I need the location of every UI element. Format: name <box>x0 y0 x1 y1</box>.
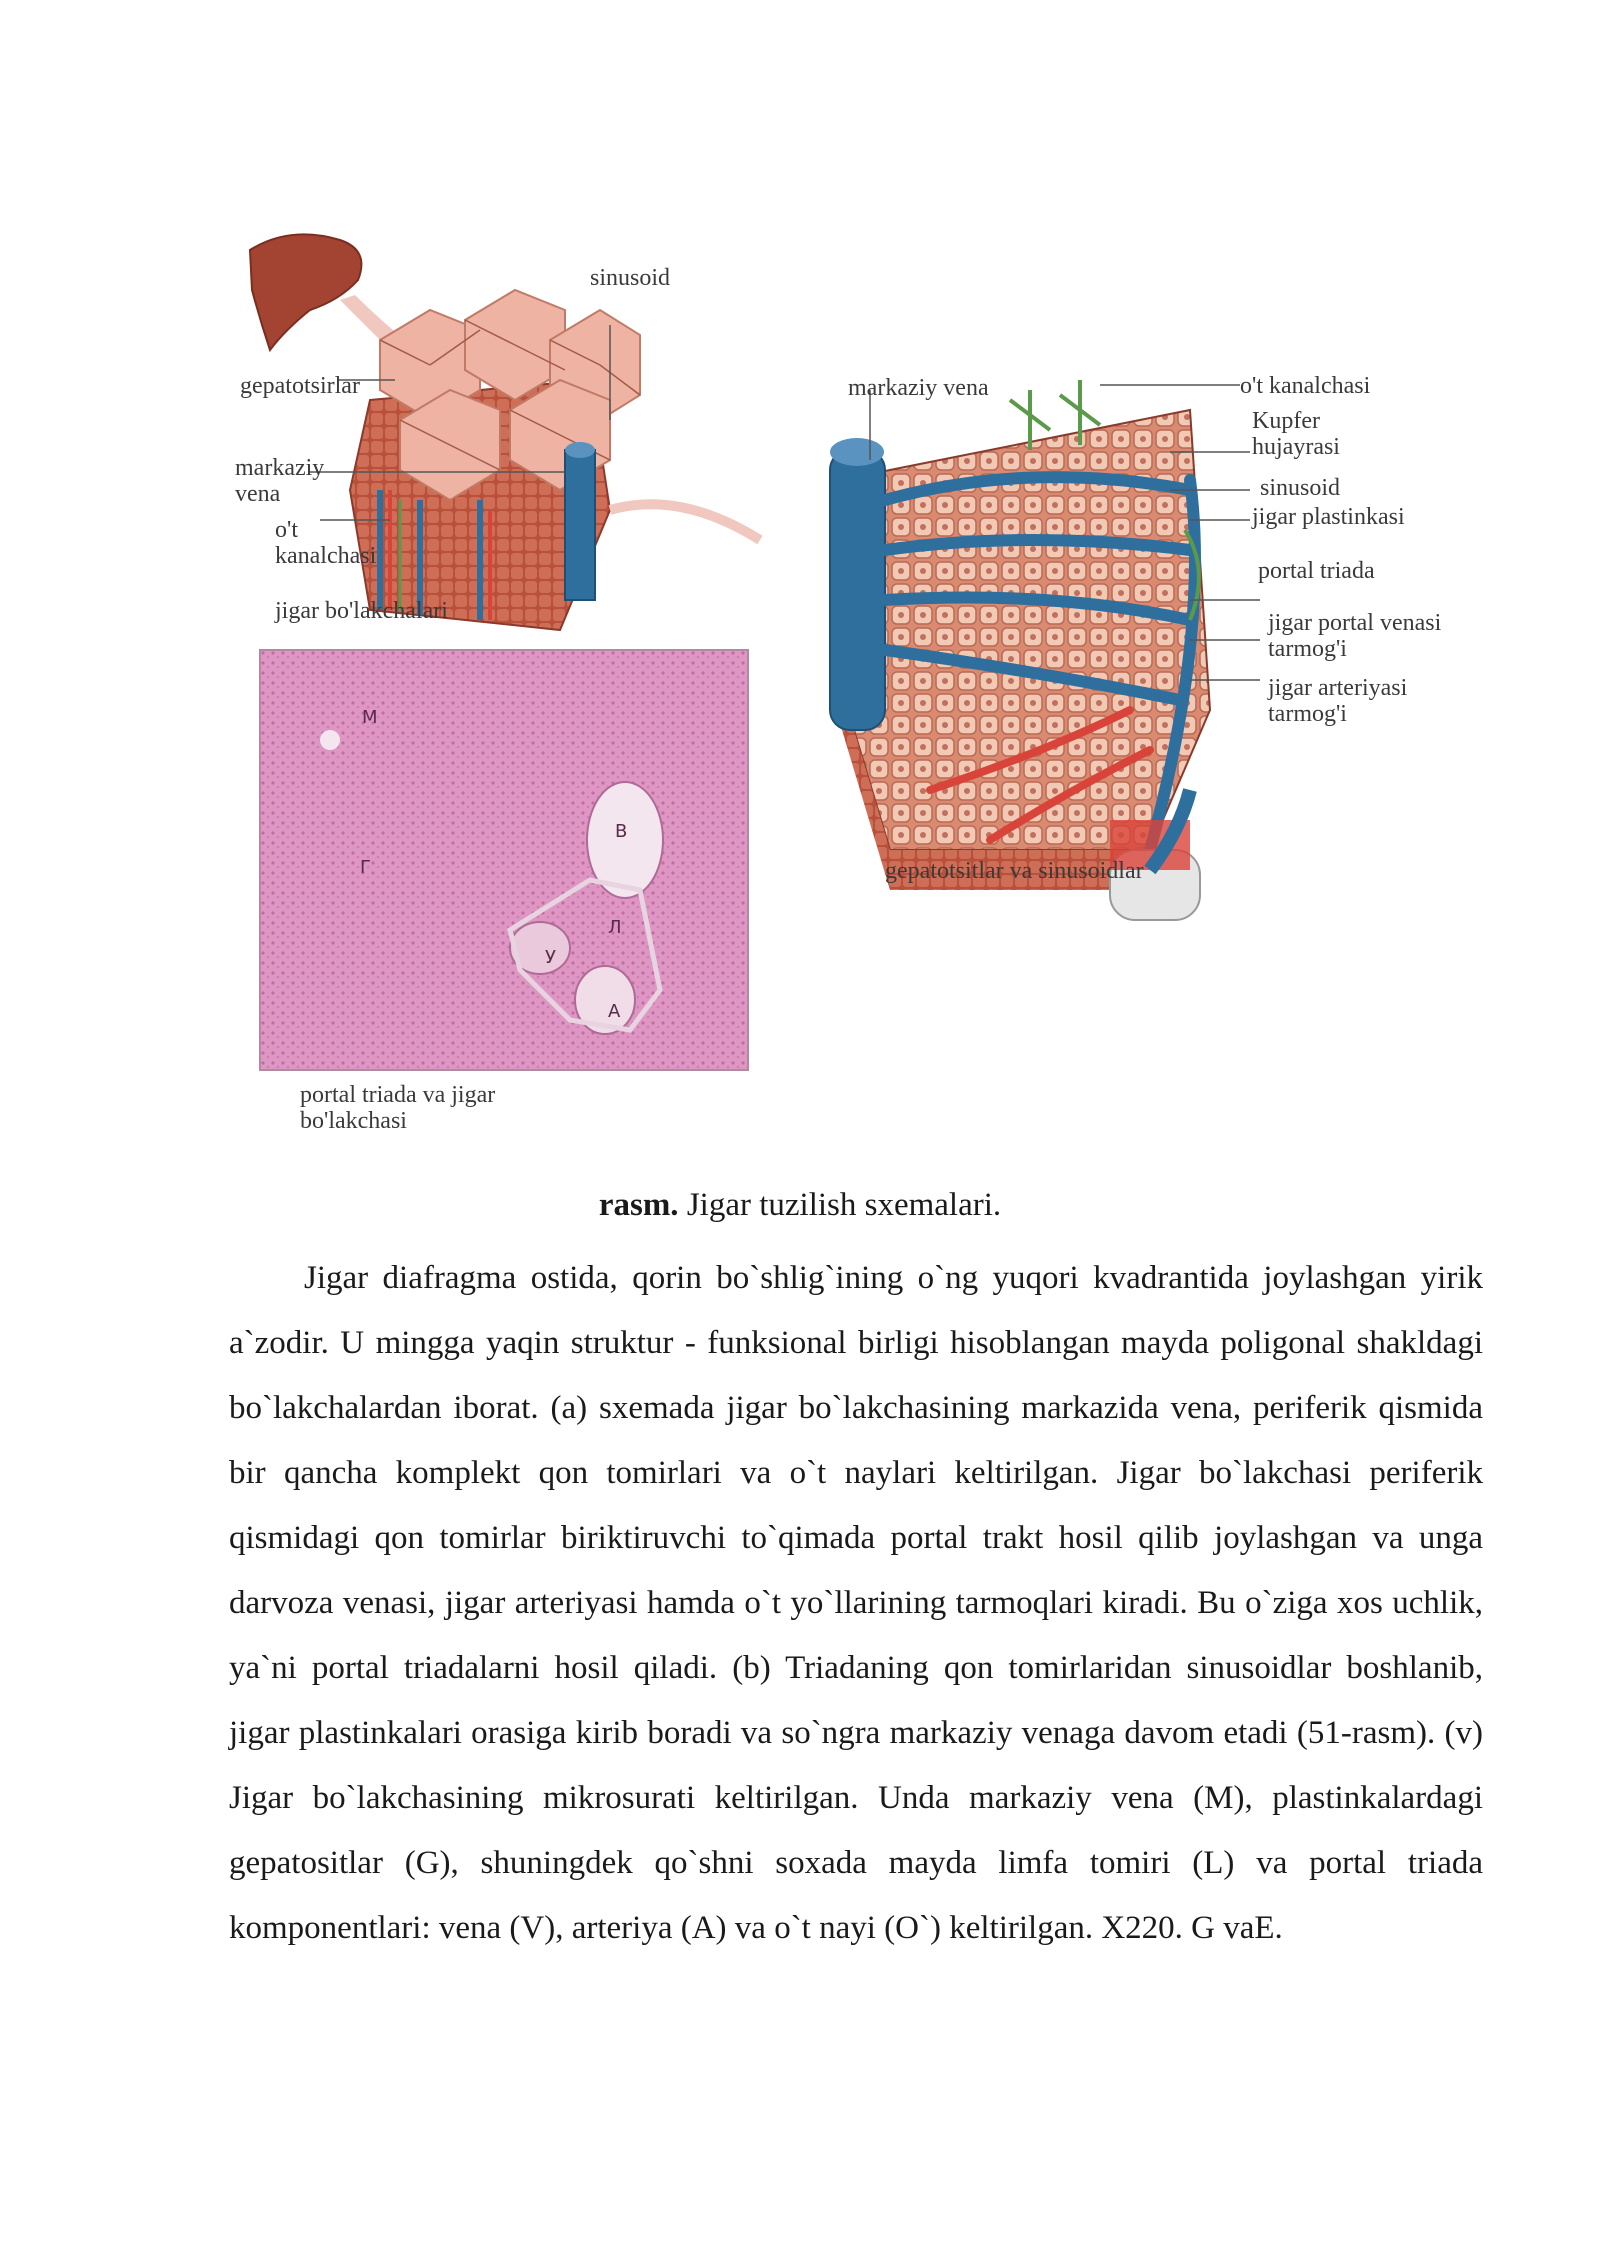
label-portal-triada: portal triada <box>1258 558 1375 584</box>
micrograph <box>260 650 748 1070</box>
label-kupfer-hujayrasi: Kupfer hujayrasi <box>1252 408 1340 461</box>
label-jigar-bolakchalari: jigar bo'lakchalari <box>275 598 448 624</box>
label-markaziy-vena-left: markaziy vena <box>235 455 325 508</box>
liver-structure-figure <box>230 230 1442 1160</box>
label-gepatotsirlar: gepatotsirlar <box>240 373 360 399</box>
micro-letter-a: A <box>608 1001 621 1022</box>
body-paragraph: Jigar diafragma ostida, qorin bo`shlig`ining o`ng yuqori kvadrantida joylashgan yirik a`zodir. U mingga yaqin struktur - funksional birligi hisoblangan mayda poligonal shakldagi bo`lakchalardan iborat. (a) sxemada jigar bo`lakchasining markazida vena, periferik qismida bir qancha komplekt qon tomirlari va o`t naylari keltirilgan. Jigar bo`lakchasi periferik qismidagi qon tomirlar biriktiruvchi to`qimada portal trakt hosil qilib joylashgan va unga darvoza venasi, jigar arteriyasi hamda o`t yo`llarining tarmoqlari kiradi. Bu o`ziga xos uchlik, ya`ni portal triadalarni hosil qiladi. (b) Triadaning qon tomirlaridan sinusoidlar boshlanib, jigar plastinkalari orasiga kirib boradi va so`ngra markaziy venaga davom etadi (51-rasm). (v) Jigar bo`lakchasining mikrosurati keltirilgan. Unda markaziy vena (M), plastinkalardagi gepatositlar (G), shuningdek qo`shni soxada mayda limfa tomiri (L) va portal triada komponentlari: vena (V), arteriya (A) va o`t nayi (O`) keltirilgan. X220. G vaE. <box>229 1260 1483 1946</box>
label-ot-kanalchasi-left: o't kanalchasi <box>275 517 377 570</box>
micro-letter-u: У <box>545 947 556 968</box>
liver-organ <box>250 234 361 350</box>
label-sinusoid-top: sinusoid <box>590 265 671 291</box>
label-jigar-plastinkasi: jigar plastinkasi <box>1252 504 1405 530</box>
lobules-block <box>350 290 760 630</box>
figure-caption <box>0 1185 1600 1225</box>
caption-text: Jigar tuzilish sxemalari. <box>678 1187 1002 1223</box>
caption-bold: rasm. <box>598 1187 679 1223</box>
label-sinusoid-right: sinusoid <box>1260 475 1341 501</box>
micro-letter-b: B <box>615 821 628 842</box>
label-gepatotsitlar-va-sinusoidlar: gepatotsitlar va sinusoidlar <box>885 858 1144 884</box>
label-markaziy-vena-right: markaziy vena <box>848 375 989 401</box>
liver-diagram-illustration <box>230 230 1430 1160</box>
micro-letter-m: M <box>362 707 378 728</box>
lobule-section-diagram <box>830 380 1210 920</box>
label-ot-kanalchasi-right: o't kanalchasi <box>1240 373 1371 399</box>
label-portal-triada-va-jigar: portal triada va jigar bo'lakchasi <box>300 1082 496 1135</box>
micro-letter-l: Л <box>608 917 622 938</box>
micro-letter-g: Г <box>360 857 371 878</box>
label-jigar-portal-venasi: jigar portal venasi tarmog'i <box>1268 610 1442 663</box>
label-jigar-arteriyasi: jigar arteriyasi tarmog'i <box>1268 675 1408 728</box>
